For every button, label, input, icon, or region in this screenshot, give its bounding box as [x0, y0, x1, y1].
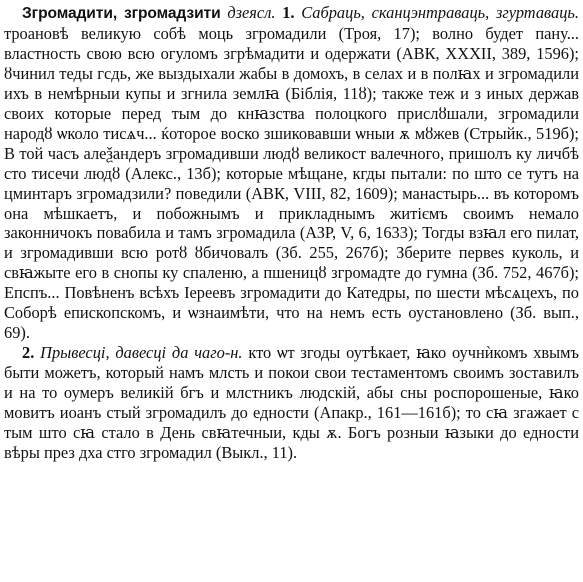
sense-gloss-2: Прывесці, давесці да чаго-н.	[34, 343, 243, 363]
part-of-speech: дзеясл.	[220, 3, 276, 22]
sense-gloss-1: Сабраць, сканцэнтраваць, згуртаваць.	[294, 3, 579, 22]
headword: Згромадити, згромадзити	[22, 5, 221, 22]
sense-number-2: 2.	[22, 343, 35, 363]
entry-sense-2	[4, 343, 579, 463]
entry-sense-1	[4, 3, 579, 343]
sense-text-1: троановѣ великую собѣ моць згромадили (Троя, 17); волно будет пану... властность свою всю огуломъ згрѣмадити и одержати (АВК, XXXII, 389, 1596); ȣчинил теды гсдь, же выздыхали жабы в домохъ, в селах и в полꙗх и згромадили ихъ в немѣрныи купы и згнила землꙗ (Біблія, 11ȣ); также теж и з иных держав своих которые перед тым до кнꙗзства полоцкого прислȣшали, згромадили народȣ ѡколо тисѧч... ќоторое воско зшиковавши ѡныи ѫ мȣжев (Стрыйк., 519б); В той часъ алеѯандеръ згромадивши людȣ великост валечного, пришолъ ку личбѣ сто тисечи людȣ (Алекс., 13б); которые мѣщане, кгды пытали: по што се тутъ на цминтаръ згромадзили? поведили (АВК, VIII, 82, 1609); манастырь... въ которомъ она мѣшкаетъ, и побожнымъ и прикладнымъ житіємъ своимъ немало законничокъ повабила и тамъ згромадила (АЗР, V, 6, 1633); Тогды взꙗл его пилат, и згромадивши всю ротȣ ȣбичовалъ (Зб. 255, 267б); Зберите первеѕ куколь, и свꙗжыте его в снопы ку спаленю, а пшеницȣ згромадте до гумна (Зб. 752, 467б); Епспъ... Повѣненъ всѣхъ Іереевъ згромадити до Катедры, по шести мѣсѧцехъ, по Соборѣ епископскомъ, и ѡзнаимѣти, что на немъ есть оустановлено (Зб. вып., 69).	[4, 23, 579, 343]
sense-number-1: 1.	[275, 3, 295, 22]
sense-text-2: кто ѡт згоды оутѣкает, ꙗко оучнѝкомъ хвымъ быти можетъ, который намъ млсть и покои свои тестаментомъ своимъ зоставилъ и на то оумеръ великій бгъ и млстникъ людскій, абы сны роспорошеные, ꙗко мовитъ иоанъ стый згромадилъ до едности (Апакр., 161—161б); то сꙗ згажает с тым што сꙗ стало в День свꙗтечныи, кды ѫ. Богъ розныи ꙗзыки до едности вѣры през дха стго згромадил (Выкл., 11).	[4, 343, 579, 462]
dictionary-page	[4, 3, 579, 579]
